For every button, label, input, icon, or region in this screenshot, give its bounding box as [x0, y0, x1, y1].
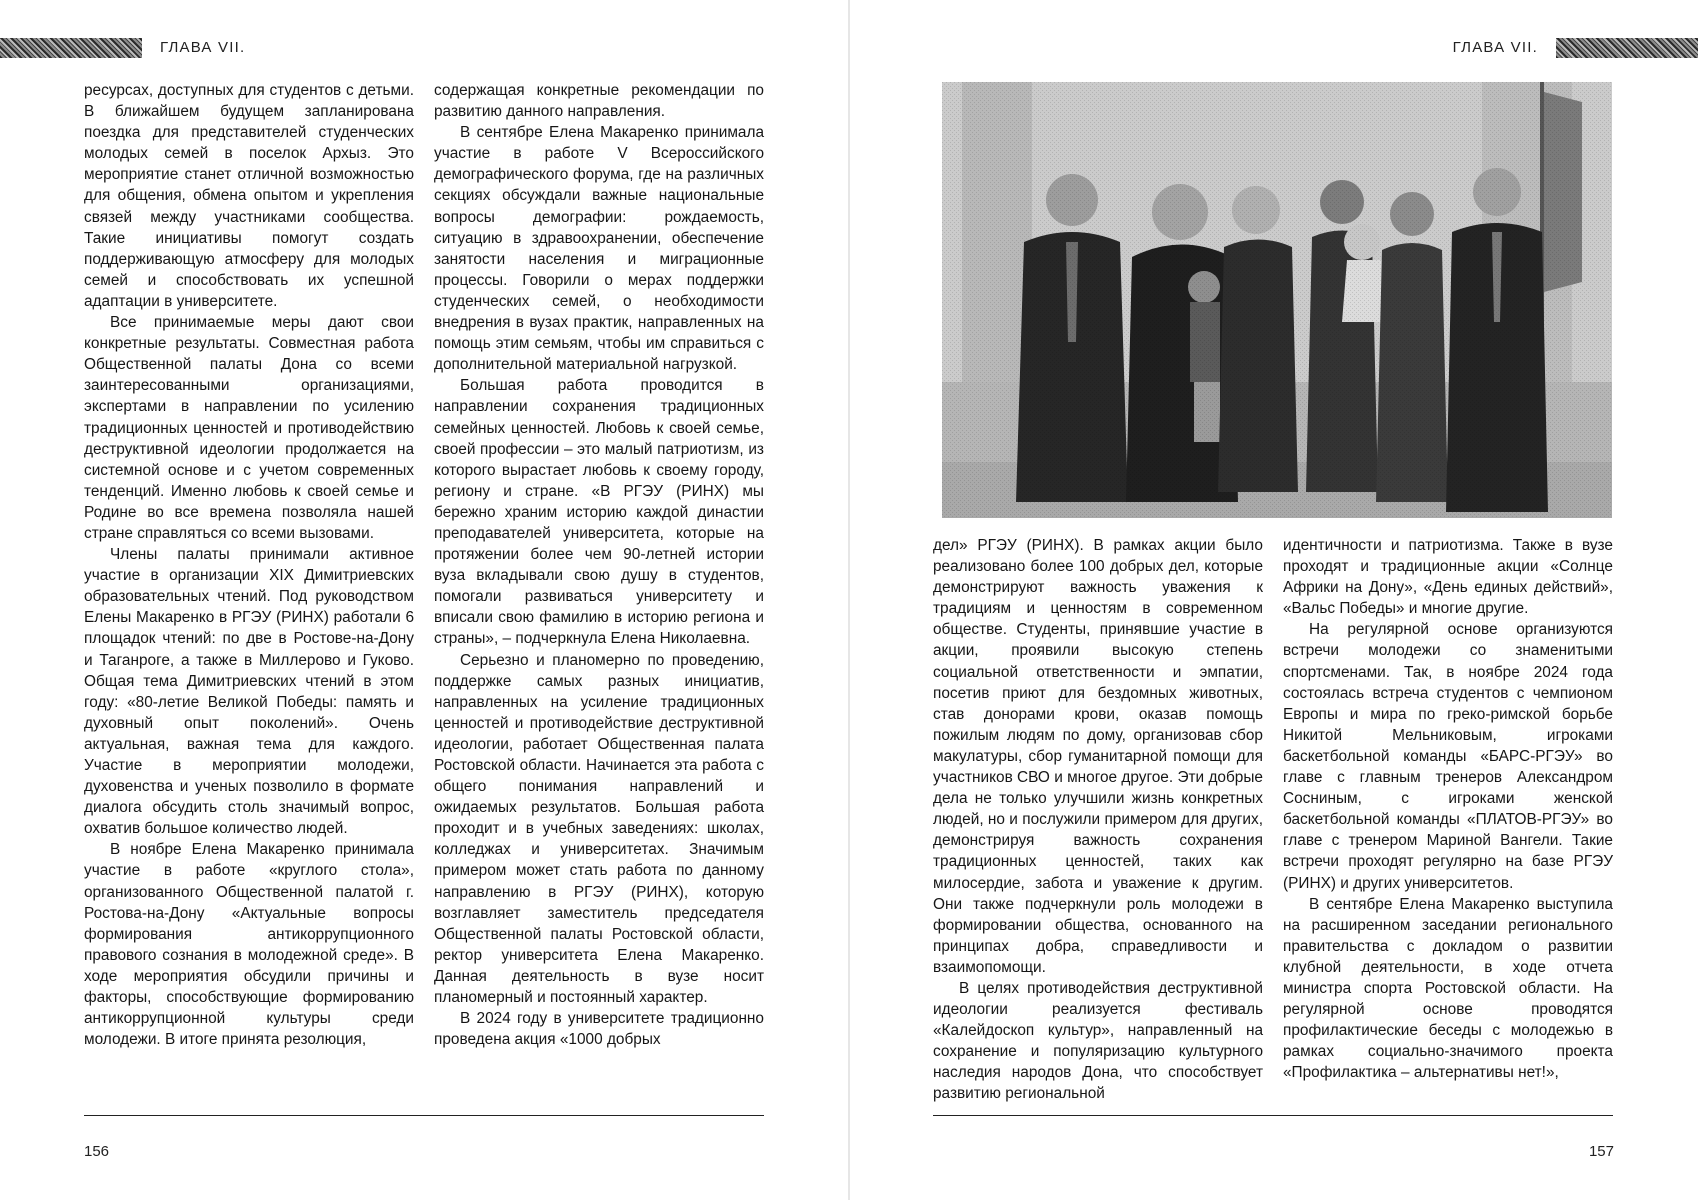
text-column-2 [434, 80, 764, 1050]
paragraph: На регулярной основе организуются встречи молодежи со знаменитыми спортсменами. Так, в ноябре 2024 года состоялась встреча студентов с чемпионом Европы и мира по греко-римской борьбе Никитой Мельниковым, игроками баскетбольной команды «БАРС-РГЭУ» во главе с главным тренеров Александром Сосниным, с игроками женской баскетбольной команды «ПЛАТОВ-РГЭУ» во главе с тренером Мариной Вангели. Такие встречи проходят регулярно на базе РГЭУ (РИНХ) и других университетов. [1283, 621, 1613, 892]
paragraph: ресурсах, доступных для студентов с детьми. В ближайшем будущем запланирована поездка для представителей студенческих молодых семей в поселок Архыз. Это мероприятие станет отличной возможностью для общения, обмена опытом и укрепления связей между участниками сообщества. Такие инициативы помогут создать поддерживающую атмосферу для молодых семей и способствовать их успешной адаптации в университете. [84, 82, 414, 310]
header-decoration-bar [0, 38, 142, 58]
header-decoration-bar [1556, 38, 1698, 58]
paragraph: В целях противодействия деструктивной идеологии реализуется фестиваль «Калейдоскоп культур», направленный на сохранение и популяризацию культурного наследия народов Дона, что способствует развитию региональной [933, 979, 1263, 1103]
chapter-header: ГЛАВА VII. [160, 39, 246, 56]
right-page [849, 0, 1698, 1200]
paragraph: В ноябре Елена Макаренко принимала участие в работе «круглого стола», организованного Общественной палатой г. Ростова-на-Дону «Актуальные вопросы формирования антикоррупционного правового сознания в молодежной среде». В ходе мероприятия обсудили причины и факторы, способствующие формированию антикоррупционной культуры среди молодежи. В итоге принята резолюция, [84, 841, 414, 1049]
paragraph: В 2024 году в университете традиционно проведена акция «1000 добрых [434, 1010, 764, 1049]
paragraph: дел» РГЭУ (РИНХ). В рамках акции было реализовано более 100 добрых дел, которые демонстрируют важность уважения к традициям и ценностям в современном обществе. Студенты, принявшие участие в акции, проявили высокую степень социальной ответственности и эмпатии, посетив приют для бездомных животных, став донорами крови, оказав помощь пожилым людям по дому, организовав сбор макулатуры, сбор гуманитарной помощи для участников СВО и многое другое. Эти добрые дела не только улучшили жизнь конкретных людей, но и послужили примером для других, демонстрируя важность сохранения традиционных ценностей, таких как милосердие, забота и уважение к другим. Они также подчеркнули роль молодежи в формировании общества, основанного на принципах добра, справедливости и взаимопомощи. [933, 537, 1263, 976]
page-number: 157 [1588, 1143, 1614, 1160]
text-column-1 [933, 535, 1263, 1105]
paragraph: Все принимаемые меры дают свои конкретные результаты. Совместная работа Общественной палаты Дона со всеми заинтересованными организациями, экспертами в направлении по усилению традиционных ценностей и противодействию деструктивной идеологии продолжается на системной основе и с учетом современных тенденций. Именно любовь к своей семье и Родине во все времена позволяла нашей стране справляться со всеми вызовами. [84, 314, 414, 542]
footer-rule [84, 1115, 764, 1116]
paragraph: В сентябре Елена Макаренко выступила на расширенном заседании регионального правительства с докладом о развитии клубной деятельности, в ходе отчета министра спорта Ростовской области. На регулярной основе проводятся профилактические беседы с молодежью в рамках социально-значимого проекта «Профилактика – альтернативы нет!», [1283, 895, 1613, 1082]
paragraph: Члены палаты принимали активное участие в организации XIX Димитриевских образовательных чтений. Под руководством Елены Макаренко в РГЭУ (РИНХ) работали 6 площадок чтений: по две в Ростове-на-Дону и Таганроге, а также в Миллерово и Гуково. Общая тема Димитриевских чтений в этом году: «80-летие Великой Победы: память и духовный опыт поколений». Очень актуальная, важная тема для каждого. Участие в мероприятии молодежи, духовенства и ученых позволило в формате диалога обсудить столь значимый вопрос, охватив большое количество людей. [84, 546, 414, 838]
group-photo-illustration [942, 82, 1612, 518]
text-columns [933, 535, 1613, 1105]
text-columns [84, 80, 764, 1050]
text-column-1 [84, 80, 414, 1050]
paragraph: содержащая конкретные рекомендации по развитию данного направления. [434, 82, 764, 121]
page-number: 156 [84, 1143, 110, 1160]
text-column-2 [1283, 535, 1613, 1105]
paragraph: В сентябре Елена Макаренко принимала участие в работе V Всероссийского демографического форума, где на различных секциях обсуждали важные национальные вопросы демографии: рождаемость, ситуацию в здравоохранении, обеспечение занятости населения и миграционные процессы. Говорили о мерах поддержки студенческих семей, о необходимости внедрения в вузах практик, направленных на помощь этим семьям, чтобы им справиться с дополнительной материальной нагрузкой. [434, 124, 764, 374]
chapter-header: ГЛАВА VII. [1452, 39, 1538, 56]
footer-rule [933, 1115, 1613, 1116]
group-photo [942, 82, 1612, 518]
paragraph: Большая работа проводится в направлении сохранения традиционных семейных ценностей. Любовь к своей семье, своей профессии – это малый патриотизм, из которого вырастает любовь к своему городу, региону и стране. «В РГЭУ (РИНХ) мы бережно храним историю каждой династии преподавателей университета, которые на протяжении более чем 90-летней истории вуза вкладывали свою душу в студентов, помогали развиваться университету и вписали свою фамилию в историю региона и страны», – подчеркнула Елена Николаевна. [434, 377, 764, 648]
paragraph: идентичности и патриотизма. Также в вузе проходят и традиционные акции «Солнце Африки на Дону», «День единых действий», «Вальс Победы» и многие другие. [1283, 537, 1613, 618]
paragraph: Серьезно и планомерно по проведению, поддержке самых разных инициатив, направленных на усиление традиционных ценностей и противодействие деструктивной идеологии, работает Общественная палата Ростовской области. Начинается эта работа с общего понимания направлений и ожидаемых результатов. Большая работа проходит и в учебных заведениях: школах, колледжах и университетах. Значимым примером может стать работа по данному направлению в РГЭУ (РИНХ), которую возглавляет заместитель председателя Общественной палаты Ростовской области, ректор университета Елена Макаренко. Данная деятельность в вузе носит планомерный и постоянный характер. [434, 651, 764, 1007]
